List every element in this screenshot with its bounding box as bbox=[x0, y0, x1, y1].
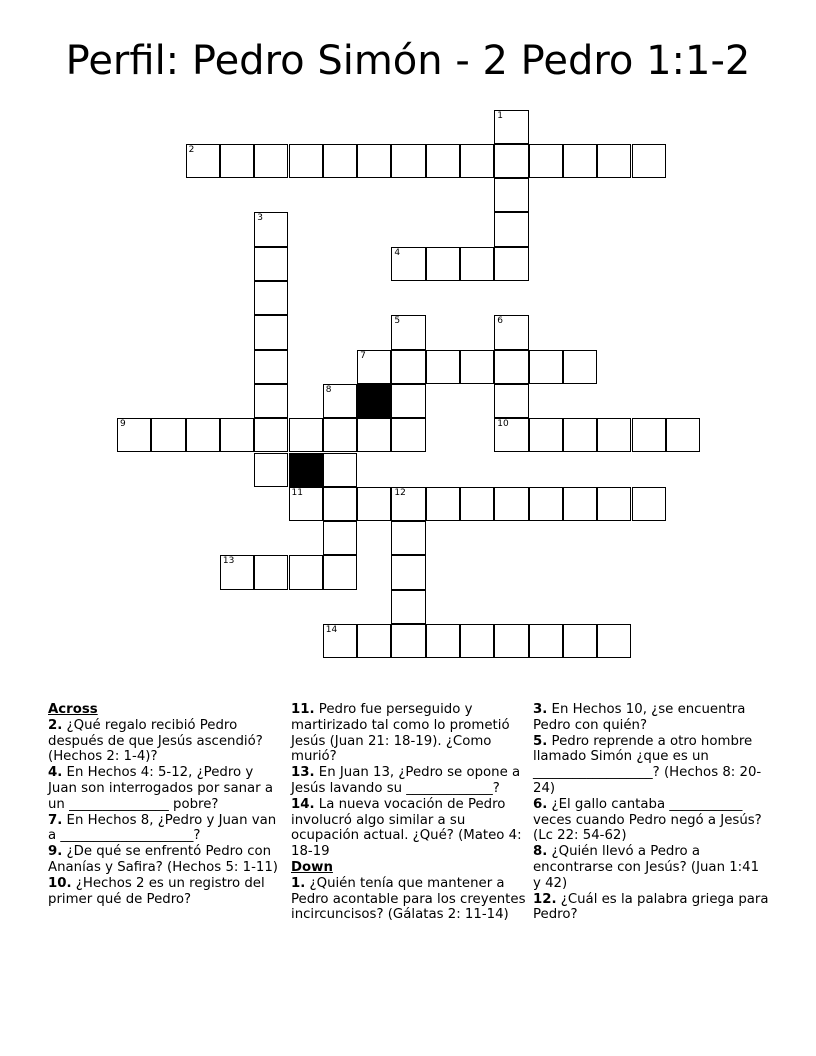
clue-number-label: 2. bbox=[48, 717, 63, 733]
grid-cell[interactable] bbox=[494, 350, 528, 384]
grid-cell[interactable] bbox=[391, 350, 425, 384]
clue-number: 12 bbox=[394, 487, 406, 498]
grid-cell[interactable] bbox=[117, 418, 151, 452]
clue-section-header: Across bbox=[48, 702, 98, 717]
grid-cell[interactable] bbox=[254, 555, 288, 589]
grid-cell[interactable] bbox=[289, 487, 323, 521]
grid-cell[interactable] bbox=[460, 350, 494, 384]
clues-column-1 bbox=[48, 702, 286, 907]
clue-number: 8 bbox=[325, 384, 332, 395]
grid-cell[interactable] bbox=[357, 350, 391, 384]
clue-number-label: 6. bbox=[533, 796, 548, 812]
clue-number: 11 bbox=[291, 487, 303, 498]
clue-number-label: 8. bbox=[533, 844, 548, 860]
clue-section-header: Down bbox=[291, 859, 333, 875]
grid-cell[interactable] bbox=[254, 384, 288, 418]
grid-cell[interactable] bbox=[220, 418, 254, 452]
grid-cell[interactable] bbox=[494, 247, 528, 281]
grid-cell[interactable] bbox=[254, 247, 288, 281]
clue-text: En Juan 13, ¿Pedro se opone a Jesús lavando su _____________? bbox=[291, 765, 521, 796]
grid-cell[interactable] bbox=[391, 384, 425, 418]
clue-number: 3 bbox=[257, 213, 263, 224]
clue-text: Pedro reprende a otro hombre llamado Simón ¿que es un __________________? (Hechos 8: 20-24) bbox=[533, 733, 762, 796]
grid-cell[interactable] bbox=[289, 418, 323, 452]
grid-cell[interactable] bbox=[323, 624, 357, 658]
grid-cell[interactable] bbox=[254, 418, 288, 452]
clue-number-label: 12. bbox=[533, 891, 557, 907]
grid-cell[interactable] bbox=[426, 624, 460, 658]
grid-cell[interactable] bbox=[426, 350, 460, 384]
grid-cell[interactable] bbox=[357, 487, 391, 521]
grid-cell[interactable] bbox=[391, 555, 425, 589]
grid-cell[interactable] bbox=[426, 144, 460, 178]
grid-cell[interactable] bbox=[563, 144, 597, 178]
grid-cell[interactable] bbox=[254, 350, 288, 384]
grid-cell[interactable] bbox=[666, 418, 700, 452]
grid-cell[interactable] bbox=[323, 555, 357, 589]
grid-cell[interactable] bbox=[426, 247, 460, 281]
grid-cell[interactable] bbox=[597, 624, 631, 658]
grid-cell[interactable] bbox=[529, 144, 563, 178]
grid-cell[interactable] bbox=[563, 418, 597, 452]
grid-cell[interactable] bbox=[323, 453, 357, 487]
grid-cell[interactable] bbox=[254, 315, 288, 349]
clue-number: 9 bbox=[120, 419, 126, 430]
grid-cell[interactable] bbox=[391, 315, 425, 349]
grid-cell[interactable] bbox=[426, 487, 460, 521]
grid-cell[interactable] bbox=[289, 144, 323, 178]
grid-cell[interactable] bbox=[323, 487, 357, 521]
grid-cell[interactable] bbox=[186, 144, 220, 178]
clue-item bbox=[533, 892, 771, 924]
clue-number: 4 bbox=[394, 247, 401, 258]
clue-text: Pedro fue perseguido y martirizado tal como lo prometió Jesús (Juan 21: 18-19). ¿Como murió? bbox=[291, 702, 510, 765]
clue-item bbox=[533, 797, 771, 844]
grid-cell[interactable] bbox=[357, 418, 391, 452]
grid-cell[interactable] bbox=[254, 212, 288, 246]
clue-number: 13 bbox=[222, 556, 235, 567]
clue-number-label: 11. bbox=[291, 702, 315, 717]
grid-cell[interactable] bbox=[632, 418, 666, 452]
grid-cell[interactable] bbox=[391, 521, 425, 555]
clue-number-label: 4. bbox=[48, 765, 63, 781]
grid-cell[interactable] bbox=[494, 110, 528, 144]
grid-cell[interactable] bbox=[494, 418, 528, 452]
grid-cell[interactable] bbox=[563, 487, 597, 521]
clue-text: ¿El gallo cantaba ___________ veces cuando Pedro negó a Jesús? (Lc 22: 54-62) bbox=[533, 796, 762, 844]
grid-cell[interactable] bbox=[391, 590, 425, 624]
grid-cell[interactable] bbox=[357, 144, 391, 178]
grid-cell[interactable] bbox=[529, 624, 563, 658]
puzzle-title: Perfil: Pedro Simón - 2 Pedro 1:1-2 bbox=[65, 38, 751, 84]
grid-cell[interactable] bbox=[186, 418, 220, 452]
grid-cell[interactable] bbox=[220, 555, 254, 589]
grid-cell[interactable] bbox=[632, 144, 666, 178]
grid-cell[interactable] bbox=[494, 315, 528, 349]
grid-cell[interactable] bbox=[323, 384, 357, 418]
clue-item bbox=[291, 876, 529, 923]
clue-item bbox=[291, 702, 529, 765]
grid-cell[interactable] bbox=[357, 624, 391, 658]
grid-cell[interactable] bbox=[460, 247, 494, 281]
clue-text: ¿Quién tenía que mantener a Pedro acontable para los creyentes incircuncisos? (Gálatas 2: 11-14) bbox=[291, 875, 526, 923]
grid-cell[interactable] bbox=[494, 384, 528, 418]
clue-text: ¿Quién llevó a Pedro a encontrarse con Jesús? (Juan 1:41 y 42) bbox=[533, 844, 760, 891]
grid-cell[interactable] bbox=[597, 418, 631, 452]
grid-cell[interactable] bbox=[254, 144, 288, 178]
grid-cell[interactable] bbox=[151, 418, 185, 452]
grid-cell[interactable] bbox=[460, 624, 494, 658]
clue-item bbox=[533, 702, 771, 734]
clue-item bbox=[48, 765, 286, 812]
clue-number: 1 bbox=[497, 110, 504, 121]
clue-number: 5 bbox=[394, 316, 401, 327]
clue-item bbox=[291, 765, 529, 797]
clue-text: ¿Hechos 2 es un registro del primer qué de Pedro? bbox=[48, 875, 265, 907]
black-cell bbox=[357, 384, 391, 418]
clues-column-3 bbox=[533, 702, 771, 923]
clues-column-2 bbox=[291, 702, 529, 923]
clue-item bbox=[48, 876, 286, 908]
clue-number: 10 bbox=[497, 419, 509, 430]
grid-cell[interactable] bbox=[597, 487, 631, 521]
grid-cell[interactable] bbox=[323, 521, 357, 555]
grid-cell[interactable] bbox=[289, 555, 323, 589]
grid-cell[interactable] bbox=[460, 144, 494, 178]
grid-cell[interactable] bbox=[254, 453, 288, 487]
grid-cell[interactable] bbox=[323, 418, 357, 452]
grid-cell[interactable] bbox=[494, 212, 528, 246]
clue-number-label: 3. bbox=[533, 702, 548, 717]
grid-cell[interactable] bbox=[391, 144, 425, 178]
black-cell bbox=[289, 453, 323, 487]
clue-number-label: 1. bbox=[291, 875, 306, 891]
clue-number-label: 5. bbox=[533, 733, 548, 749]
clue-number-label: 14. bbox=[291, 796, 315, 812]
clue-number: 7 bbox=[360, 350, 366, 361]
grid-cell[interactable] bbox=[529, 418, 563, 452]
clue-number-label: 7. bbox=[48, 812, 63, 828]
clue-item bbox=[48, 718, 286, 765]
clue-number-label: 10. bbox=[48, 875, 72, 891]
clue-number: 14 bbox=[325, 625, 338, 635]
grid-cell[interactable] bbox=[529, 350, 563, 384]
grid-cell[interactable] bbox=[391, 247, 425, 281]
clue-text: En Hechos 10, ¿se encuentra Pedro con quién? bbox=[533, 702, 746, 733]
grid-cell[interactable] bbox=[460, 487, 494, 521]
clue-number: 6 bbox=[497, 316, 504, 327]
clue-text: ¿De qué se enfrentó Pedro con Ananías y Safira? (Hechos 5: 1-11) bbox=[48, 844, 278, 875]
clue-item bbox=[533, 734, 771, 797]
grid-cell[interactable] bbox=[391, 418, 425, 452]
clue-item bbox=[291, 797, 529, 860]
clue-number-label: 13. bbox=[291, 765, 315, 781]
grid-cell[interactable] bbox=[220, 144, 254, 178]
grid-cell[interactable] bbox=[391, 487, 425, 521]
grid-cell[interactable] bbox=[632, 487, 666, 521]
grid-cell[interactable] bbox=[254, 281, 288, 315]
clue-text: En Hechos 4: 5-12, ¿Pedro y Juan son interrogados por sanar a un _______________ pobre? bbox=[48, 765, 274, 812]
grid-cell[interactable] bbox=[391, 624, 425, 658]
grid-cell[interactable] bbox=[323, 144, 357, 178]
clue-text: ¿Cuál es la palabra griega para Pedro? bbox=[533, 891, 769, 923]
clue-item bbox=[48, 844, 286, 876]
clue-number-label: 9. bbox=[48, 844, 63, 860]
grid-cell[interactable] bbox=[494, 487, 528, 521]
grid-cell[interactable] bbox=[563, 624, 597, 658]
clue-item bbox=[48, 813, 286, 845]
grid-cell[interactable] bbox=[494, 144, 528, 178]
clue-text: En Hechos 8, ¿Pedro y Juan van a ____________________? bbox=[48, 812, 277, 844]
clue-text: La nueva vocación de Pedro involucró algo similar a su ocupación actual. ¿Qué? (Mateo 4: 18-19 bbox=[291, 796, 522, 860]
grid-cell[interactable] bbox=[494, 178, 528, 212]
grid-cell[interactable] bbox=[494, 624, 528, 658]
clue-item bbox=[533, 844, 771, 891]
grid-cell[interactable] bbox=[529, 487, 563, 521]
grid-cell[interactable] bbox=[597, 144, 631, 178]
clue-number: 2 bbox=[188, 144, 195, 155]
grid-cell[interactable] bbox=[563, 350, 597, 384]
clue-text: ¿Qué regalo recibió Pedro después de que Jesús ascendió? (Hechos 2: 1-4)? bbox=[48, 717, 263, 765]
